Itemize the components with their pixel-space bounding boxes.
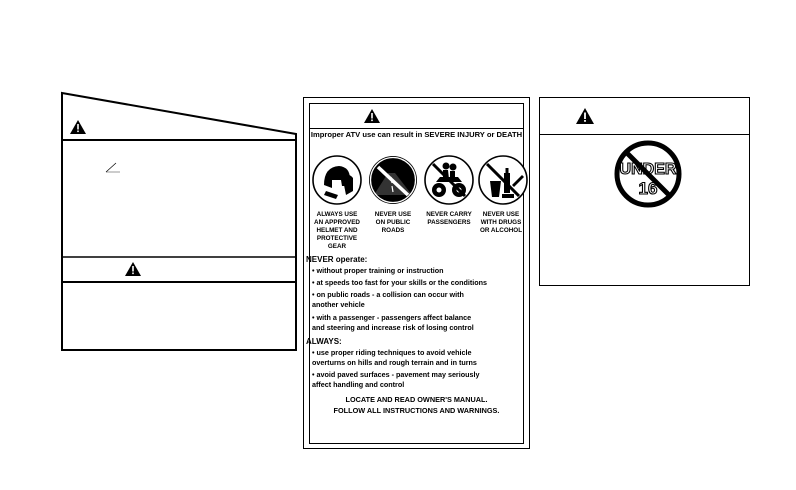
never-item: • without proper training or instruction [312,266,444,275]
always-heading: ALWAYS: [306,337,342,346]
age-icon-text-bottom: 16 [638,179,658,198]
warning-triangle-icon [70,120,86,134]
helmet-gear-icon [312,155,362,205]
pictogram-caption: NEVER USE ON PUBLIC ROADS [374,211,412,234]
never-heading: NEVER operate: [306,255,368,264]
never-item: • with a passenger - passengers affect balance and steering and increase risk of losing control [312,313,474,332]
no-drugs-alcohol-icon [478,155,528,205]
warning-triangle-icon [125,262,141,276]
atv-safety-warning-label [303,97,530,449]
footer-line: FOLLOW ALL INSTRUCTIONS AND WARNINGS. [333,406,500,415]
never-item: • at speeds too fast for your skills or the conditions [312,278,488,287]
warning-triangle-icon [576,108,594,124]
always-item: • avoid paved surfaces - pavement may seriously affect handling and control [312,370,480,389]
no-passenger-icon [424,155,474,205]
always-item: • use proper riding techniques to avoid vehicle overturns on hills and rough terrain and in turns [312,348,477,367]
pictogram-caption: NEVER CARRY PASSENGERS [426,211,472,226]
footer-line: LOCATE AND READ OWNER'S MANUAL. [345,395,488,404]
no-public-road-icon [368,155,418,205]
age-icon-text-top: UNDER [619,161,677,178]
never-item: • on public roads - a collision can occur with another vehicle [312,290,464,309]
label-divider [540,134,749,135]
warning-headline: Improper ATV use can result in SEVERE INJURY or DEATH [310,130,523,139]
pictogram-caption: ALWAYS USE AN APPROVED HELMET AND PROTECTIVE GEAR [314,211,360,250]
label-header [310,104,523,129]
pictogram-caption: NEVER USE WITH DRUGS OR ALCOHOL [479,211,523,234]
age-warning-label [539,97,750,286]
warning-triangle-icon [364,109,380,123]
no-under-16-icon [613,139,683,209]
